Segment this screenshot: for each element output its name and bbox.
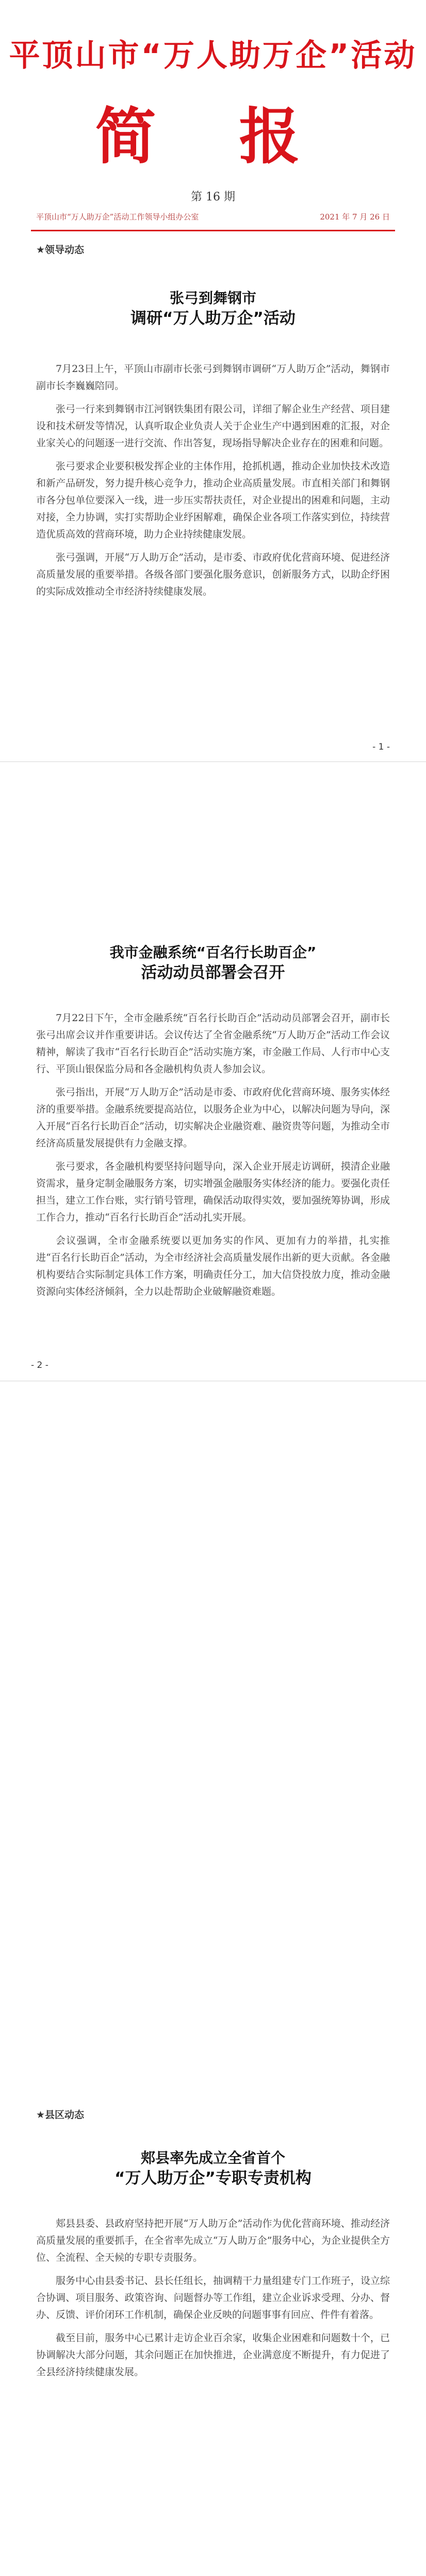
page-number: - 2 - <box>31 1360 48 1370</box>
article-3-paragraph: 服务中心由县委书记、县长任组长，抽调精干力量组建专门工作班子，设立综合协调、项目服务、政策咨询、问题督办等工作组，建立企业诉求受理、分办、督办、反馈、评价闭环工作机制，确保企业反映的问题事事有回应、件件有着落。 <box>36 2275 390 2320</box>
issue-date: 2021 年 7 月 26 日 <box>320 212 390 222</box>
article-2-paragraph: 张弓要求，各金融机构要坚持问题导向，深入企业开展走访调研，摸清企业融资需求，量身定制金融服务方案，切实增强金融服务实体经济的能力。要强化责任担当，建立工作台账，实行销号管理，确保活动取得实效，要加强统筹协调，形成工作合力，推动“百名行长助百企”活动扎实开展。 <box>36 1161 390 1223</box>
article-title-1-line1: 张弓到舞钢市 <box>169 290 256 307</box>
article-title-3 <box>31 2148 395 2190</box>
article-3-paragraph: 郏县县委、县政府坚持把开展“万人助万企”活动作为优化营商环境、推动经济高质量发展的重要抓手，在全省率先成立“万人助万企”服务中心，为企业提供全方位、全流程、全天候的专职专责服务。 <box>36 2218 390 2263</box>
article-1-paragraph: 张弓要求企业要积极发挥企业的主体作用，抢抓机遇，推动企业加快技术改造和新产品研发，努力提升核心竞争力，推动企业高质量发展。市直相关部门和舞钢市各分包单位要深入一线，进一步压实帮扶责任，对企业提出的困难和问题，主动对接，全力协调，实打实帮助企业纾困解难，确保企业各项工作落实到位，持续营造优质高效的营商环境，助力企业持续健康发展。 <box>36 461 390 540</box>
article-2-paragraph: 张弓指出，开展“万人助万企”活动是市委、市政府优化营商环境、服务实体经济的重要举措。金融系统要提高站位，以服务企业为中心，以解决问题为导向，深入开展“百名行长助百企”活动，切实解决企业融资难、融资贵等问题，为推动全市经济高质量发展提供有力金融支撑。 <box>36 1087 390 1149</box>
issuing-org: 平顶山市“万人助万企”活动工作领导小组办公室 <box>36 212 199 222</box>
article-3-paragraph: 截至目前，服务中心已累计走访企业百余家，收集企业困难和问题数十个，已协调解决大部分问题，其余问题正在加快推进，企业满意度不断提升，有力促进了全县经济持续健康发展。 <box>36 2332 390 2378</box>
masthead-meta <box>36 211 390 222</box>
masthead-divider <box>31 230 395 231</box>
article-title-3-line2: “万人助万企”专职专责机构 <box>114 2168 312 2188</box>
article-2-paragraph: 7月22日下午，全市金融系统“百名行长助百企”活动动员部署会召开，副市长张弓出席会议并作重要讲话。会议传达了全省金融系统“万人助万企”活动工作会议精神，解读了我市“百名行长助百企”活动实施方案，市金融工作局、人行市中心支行、平顶山银保监分局和各金融机构负责人参加会议。 <box>36 1012 390 1075</box>
article-title-2-line1: 我市金融系统“百名行长助百企” <box>109 944 317 961</box>
article-body-3 <box>36 2215 390 2387</box>
article-title-2 <box>31 943 395 984</box>
issue-number: 第 16 期 <box>191 191 235 204</box>
article-1-paragraph: 张弓强调，开展“万人助万企”活动，是市委、市政府优化营商环境、促进经济高质量发展的重要举措。各级各部门要强化服务意识，创新服务方式，以助企纾困的实际成效推动全市经济持续健康发展。 <box>36 552 390 597</box>
masthead-title: 平顶山市“万人助万企”活动 <box>9 38 417 74</box>
page-number: - 1 - <box>372 742 390 752</box>
article-title-1-line2: 调研“万人助万企”活动 <box>130 309 296 328</box>
article-1-paragraph: 7月23日上午，平顶山市副市长张弓到舞钢市调研“万人助万企”活动，舞钢市副市长李巍巍陪同。 <box>36 363 390 392</box>
section-tag-leadership: ★领导动态 <box>36 244 85 256</box>
article-body-2 <box>36 1010 390 1307</box>
section-tag-county: ★县区动态 <box>36 2109 85 2121</box>
masthead-main-title: 简 报 <box>95 101 331 172</box>
page-divider <box>0 761 426 762</box>
article-2-paragraph: 会议强调，全市金融系统要以更加务实的作风、更加有力的举措，扎实推进“百名行长助百企”活动，为全市经济社会高质量发展作出新的更大贡献。各金融机构要结合实际制定具体工作方案，明确责任分工，加大信贷投放力度，推动金融资源向实体经济倾斜，全力以赴帮助企业破解融资难题。 <box>36 1235 390 1297</box>
article-body-1 <box>36 361 390 606</box>
article-title-3-line1: 郏县率先成立全省首个 <box>140 2149 285 2166</box>
article-title-1 <box>31 289 395 330</box>
article-1-paragraph: 张弓一行来到舞钢市江河钢铁集团有限公司，详细了解企业生产经营、项目建设和技术研发等情况，认真听取企业负责人关于企业生产中遇到困难的汇报，对企业家关心的问题逐一进行交流、作出答复，现场指导解决企业存在的困难和问题。 <box>36 403 390 449</box>
article-title-2-line2: 活动动员部署会召开 <box>141 963 285 982</box>
